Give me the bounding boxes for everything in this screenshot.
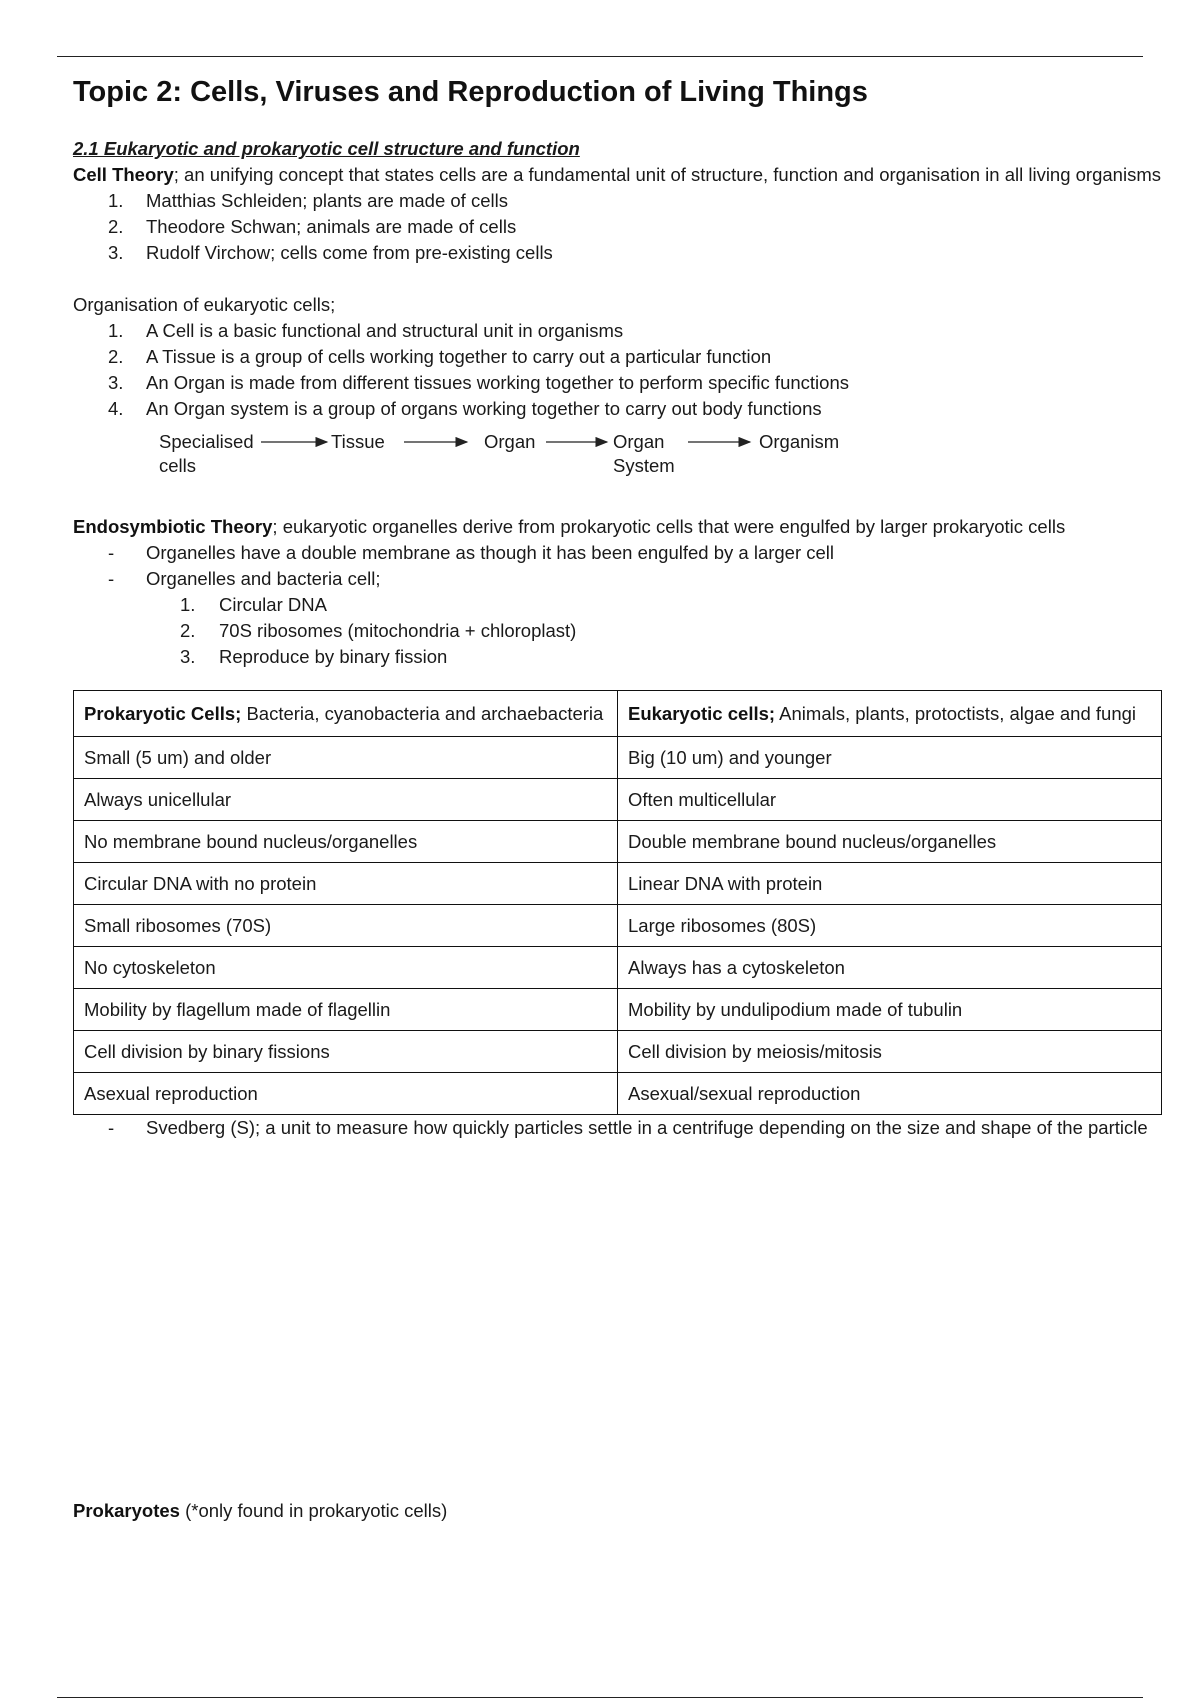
- list-text: Matthias Schleiden; plants are made of cells: [146, 190, 508, 211]
- eukaryotic-header-cell: [618, 691, 1162, 737]
- table-cell: Asexual/sexual reproduction: [618, 1073, 1162, 1115]
- list-text: Theodore Schwan; animals are made of cells: [146, 216, 517, 237]
- list-item: [73, 566, 1163, 592]
- dash-bullet: -: [108, 542, 115, 563]
- table-cell: Always has a cytoskeleton: [618, 947, 1162, 989]
- table-cell: Big (10 um) and younger: [618, 737, 1162, 779]
- prokaryotes-term: Prokaryotes: [73, 1500, 180, 1521]
- cell-theory-definition: ; an unifying concept that states cells are a fundamental unit of structure, function and organisation in all living organisms: [173, 164, 1161, 185]
- list-item: [73, 370, 1163, 396]
- list-number: 1.: [108, 320, 124, 341]
- list-number: 3.: [180, 646, 196, 667]
- dash-bullet: -: [108, 568, 115, 589]
- endosymbiotic-definition: ; eukaryotic organelles derive from prokaryotic cells that were engulfed by larger prokaryotic cells: [272, 516, 1066, 537]
- table-cell: Always unicellular: [74, 779, 618, 821]
- table-row: [74, 947, 1162, 989]
- list-text: An Organ is made from different tissues working together to perform specific functions: [146, 372, 849, 393]
- endosymbiotic-paragraph: [73, 514, 1163, 540]
- table-row: [74, 737, 1162, 779]
- dash-bullet: -: [108, 1117, 115, 1138]
- section-heading: 2.1 Eukaryotic and prokaryotic cell structure and function: [73, 138, 580, 159]
- table-cell: Mobility by flagellum made of flagellin: [74, 989, 618, 1031]
- table-cell: Asexual reproduction: [74, 1073, 618, 1115]
- svedberg-bullet-list: [73, 1115, 1163, 1141]
- table-row: [74, 1073, 1162, 1115]
- table-header-row: [74, 691, 1162, 737]
- table-row: [74, 989, 1162, 1031]
- svedberg-note: Svedberg (S); a unit to measure how quickly particles settle in a centrifuge depending on the size and shape of the particle: [146, 1117, 1148, 1138]
- table-row: [74, 821, 1162, 863]
- list-number: 3.: [108, 372, 124, 393]
- list-number: 3.: [108, 242, 124, 263]
- flow-label: System: [613, 455, 675, 476]
- table-cell: Linear DNA with protein: [618, 863, 1162, 905]
- comparison-table: [73, 690, 1162, 1115]
- prokaryotic-header-cell: [74, 691, 618, 737]
- list-item: [73, 344, 1163, 370]
- table-cell: No membrane bound nucleus/organelles: [74, 821, 618, 863]
- table-cell: Cell division by meiosis/mitosis: [618, 1031, 1162, 1073]
- document-body: [73, 72, 1163, 1521]
- prokaryotes-heading: [73, 1498, 447, 1524]
- table-cell: Small ribosomes (70S): [74, 905, 618, 947]
- list-number: 1.: [180, 594, 196, 615]
- list-text: Circular DNA: [219, 594, 327, 615]
- list-text: Reproduce by binary fission: [219, 646, 448, 667]
- list-item: [73, 1115, 1163, 1141]
- list-text: Organelles have a double membrane as though it has been engulfed by a larger cell: [146, 542, 835, 563]
- header-bold: Prokaryotic Cells;: [84, 703, 242, 724]
- table-cell: Often multicellular: [618, 779, 1162, 821]
- flow-node-tissue: Tissue: [331, 431, 385, 452]
- cell-theory-paragraph: [73, 162, 1163, 188]
- table-cell: No cytoskeleton: [74, 947, 618, 989]
- flow-label: Specialised: [159, 431, 254, 452]
- list-text: 70S ribosomes (mitochondria + chloroplast): [219, 620, 577, 641]
- header-bold: Eukaryotic cells;: [628, 703, 776, 724]
- endosymbiotic-sublist: [73, 592, 1163, 670]
- list-item: [73, 240, 1163, 266]
- endosymbiotic-term: Endosymbiotic Theory: [73, 516, 273, 537]
- list-number: 4.: [108, 398, 124, 419]
- table-cell: Small (5 um) and older: [74, 737, 618, 779]
- header-text: Animals, plants, protoctists, algae and fungi: [775, 703, 1137, 724]
- list-number: 2.: [108, 346, 124, 367]
- list-item: [73, 396, 1163, 422]
- list-item: [73, 214, 1163, 240]
- prokaryotes-note: (*only found in prokaryotic cells): [179, 1500, 448, 1521]
- table-cell: Large ribosomes (80S): [618, 905, 1162, 947]
- table-row: [74, 1031, 1162, 1073]
- top-rule: [57, 56, 1143, 57]
- flow-node-organism: Organism: [759, 431, 840, 452]
- organisation-intro: Organisation of eukaryotic cells;: [73, 294, 336, 315]
- list-text: An Organ system is a group of organs working together to carry out body functions: [146, 398, 822, 419]
- table-row: [74, 779, 1162, 821]
- flow-label: Organ: [613, 431, 665, 452]
- endosymbiotic-bullets: [73, 540, 1163, 592]
- table-cell: Cell division by binary fissions: [74, 1031, 618, 1073]
- flow-node-organ-system: [613, 430, 675, 478]
- organisation-flow-diagram: [73, 430, 1163, 488]
- bottom-rule: [57, 1697, 1143, 1698]
- table-cell: Circular DNA with no protein: [74, 863, 618, 905]
- flow-label: cells: [159, 455, 197, 476]
- list-text: A Tissue is a group of cells working together to carry out a particular function: [146, 346, 772, 367]
- list-item: [73, 188, 1163, 214]
- list-number: 1.: [108, 190, 124, 211]
- table-cell: Mobility by undulipodium made of tubulin: [618, 989, 1162, 1031]
- table-cell: Double membrane bound nucleus/organelles: [618, 821, 1162, 863]
- page-title: Topic 2: Cells, Viruses and Reproduction of Living Things: [73, 76, 868, 108]
- list-item: [73, 318, 1163, 344]
- header-text: Bacteria, cyanobacteria and archaebacteria: [241, 703, 604, 724]
- list-text: Organelles and bacteria cell;: [146, 568, 381, 589]
- list-item: [73, 540, 1163, 566]
- list-item: [73, 618, 1163, 644]
- cell-theory-term: Cell Theory: [73, 164, 174, 185]
- list-text: Rudolf Virchow; cells come from pre-existing cells: [146, 242, 553, 263]
- list-text: A Cell is a basic functional and structural unit in organisms: [146, 320, 624, 341]
- organisation-list: [73, 318, 1163, 422]
- list-item: [73, 644, 1163, 670]
- flow-node-organ: Organ: [484, 431, 536, 452]
- table-row: [74, 905, 1162, 947]
- list-number: 2.: [108, 216, 124, 237]
- cell-theory-list: [73, 188, 1163, 266]
- flow-node-specialised-cells: [159, 430, 254, 478]
- list-number: 2.: [180, 620, 196, 641]
- list-item: [73, 592, 1163, 618]
- table-row: [74, 863, 1162, 905]
